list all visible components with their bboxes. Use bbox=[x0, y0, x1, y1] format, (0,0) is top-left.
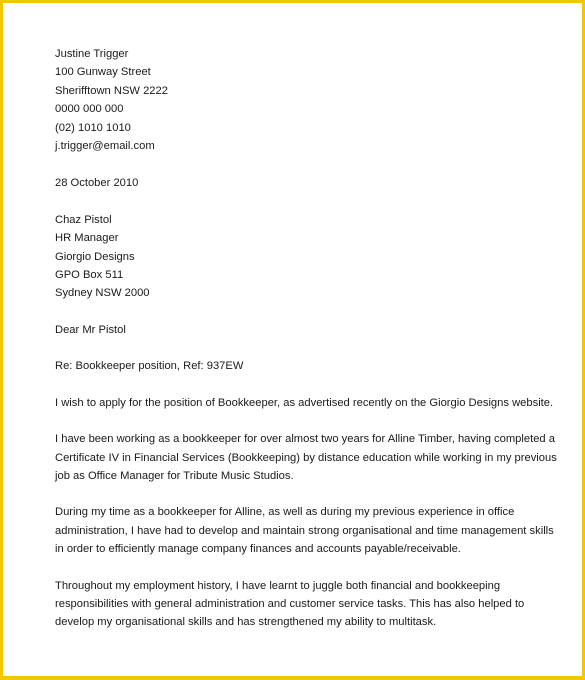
paragraph-line: I have been working as a bookkeeper for over almost two years for Alline Timber, having completed a bbox=[55, 433, 555, 446]
paragraph-line: job as Office Manager for Tribute Music Studios. bbox=[55, 469, 294, 482]
recipient-name: Chaz Pistol bbox=[55, 213, 112, 226]
paragraph-2 bbox=[55, 430, 557, 485]
paragraph-line: Certificate IV in Financial Services (Bookkeeping) by distance education while working in my previous bbox=[55, 451, 557, 464]
paragraph-1 bbox=[55, 394, 554, 412]
sender-address bbox=[55, 45, 545, 155]
sender-city: Sherifftown NSW 2222 bbox=[55, 84, 168, 97]
salutation: Dear Mr Pistol bbox=[55, 323, 126, 336]
recipient-company: Giorgio Designs bbox=[55, 250, 135, 263]
paragraph-4 bbox=[55, 577, 535, 632]
letter-date: 28 October 2010 bbox=[55, 177, 139, 190]
paragraph-line: develop my organisational skills and has strengthened my ability to multitask. bbox=[55, 616, 437, 629]
recipient-title: HR Manager bbox=[55, 232, 119, 245]
sender-mobile: 0000 000 000 bbox=[55, 103, 124, 116]
recipient-address bbox=[55, 211, 545, 303]
sender-name: Justine Trigger bbox=[55, 48, 129, 60]
recipient-city: Sydney NSW 2000 bbox=[55, 287, 150, 300]
paragraph-line: Throughout my employment history, I have learnt to juggle both financial and bookkeeping bbox=[55, 579, 501, 592]
paragraph-line: During my time as a bookkeeper for Alline, as well as during my previous experience in office bbox=[55, 506, 515, 519]
recipient-po-box: GPO Box 511 bbox=[55, 269, 124, 282]
sender-street: 100 Gunway Street bbox=[55, 66, 151, 79]
sender-email: j.trigger@email.com bbox=[55, 140, 155, 153]
paragraph-line: I wish to apply for the position of Bookkeeper, as advertised recently on the Giorgio Designs website. bbox=[55, 396, 554, 409]
subject-line: Re: Bookkeeper position, Ref: 937EW bbox=[55, 360, 244, 373]
paragraph-3 bbox=[55, 503, 554, 558]
cover-letter bbox=[55, 45, 557, 632]
sender-phone: (02) 1010 1010 bbox=[55, 121, 131, 134]
paragraph-line: administration, I have had to develop and maintain strong organisational and time management skills bbox=[55, 524, 554, 537]
paragraph-line: in order to efficiently manage company finances and accounts payable/receivable. bbox=[55, 543, 461, 556]
paragraph-line: responsibilities with general administration and customer service tasks. This has also helped to bbox=[55, 597, 525, 610]
